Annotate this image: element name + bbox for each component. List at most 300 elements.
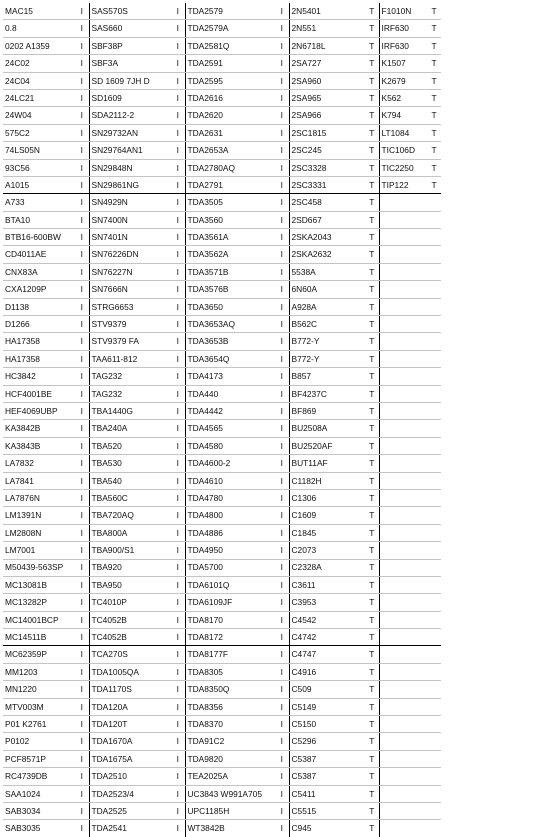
part-number-cell: SN4929N (89, 194, 171, 211)
table-row (3, 420, 441, 437)
type-flag-cell: I (75, 437, 89, 454)
part-number-cell: TDA8305 (185, 663, 275, 680)
type-flag-cell (427, 507, 441, 524)
part-number-cell: STRG6653 (89, 298, 171, 315)
type-flag-cell: I (171, 629, 185, 646)
part-number-cell (379, 420, 427, 437)
part-number-cell: K2679 (379, 72, 427, 89)
table-row (3, 20, 441, 37)
part-number-cell: 2N5401 (289, 3, 365, 20)
type-flag-cell: I (275, 489, 289, 506)
part-number-cell: TDA8177F (185, 646, 275, 663)
part-number-cell: TBA920 (89, 559, 171, 576)
part-number-cell: TEA2025A (185, 768, 275, 785)
type-flag-cell: I (275, 524, 289, 541)
type-flag-cell: I (275, 802, 289, 819)
type-flag-cell: T (365, 37, 379, 54)
type-flag-cell: I (75, 37, 89, 54)
type-flag-cell: I (275, 663, 289, 680)
part-number-cell: BTA10 (3, 211, 75, 228)
part-number-cell: KA3843B (3, 437, 75, 454)
type-flag-cell: I (75, 298, 89, 315)
type-flag-cell: T (427, 89, 441, 106)
type-flag-cell: I (171, 211, 185, 228)
part-number-cell: TDA3576B (185, 281, 275, 298)
part-number-cell: 24C04 (3, 72, 75, 89)
type-flag-cell: I (171, 385, 185, 402)
part-number-cell: HEF4069UBP (3, 402, 75, 419)
type-flag-cell: T (365, 646, 379, 663)
part-number-cell: STV9379 (89, 316, 171, 333)
part-number-cell: TDA8170 (185, 611, 275, 628)
part-number-cell (379, 646, 427, 663)
type-flag-cell: I (171, 298, 185, 315)
type-flag-cell: I (171, 420, 185, 437)
type-flag-cell: T (427, 159, 441, 176)
part-number-cell: TDA4610 (185, 472, 275, 489)
part-number-cell: K794 (379, 107, 427, 124)
type-flag-cell: T (365, 820, 379, 837)
type-flag-cell: I (275, 507, 289, 524)
type-flag-cell: T (427, 176, 441, 193)
table-row (3, 37, 441, 54)
part-number-cell: TDA120T (89, 716, 171, 733)
part-number-cell: 2SA960 (289, 72, 365, 89)
table-row (3, 211, 441, 228)
type-flag-cell: I (275, 629, 289, 646)
type-flag-cell: I (275, 455, 289, 472)
part-number-cell: TDA2780AQ (185, 159, 275, 176)
type-flag-cell: I (75, 350, 89, 367)
part-number-cell: TDA1005QA (89, 663, 171, 680)
type-flag-cell: I (171, 176, 185, 193)
type-flag-cell: I (75, 594, 89, 611)
type-flag-cell (427, 472, 441, 489)
part-number-cell (379, 594, 427, 611)
type-flag-cell: I (171, 350, 185, 367)
table-row (3, 316, 441, 333)
part-number-cell: CD4011AE (3, 246, 75, 263)
table-row (3, 159, 441, 176)
part-number-cell: C4747 (289, 646, 365, 663)
type-flag-cell: I (171, 20, 185, 37)
part-number-cell: HC3842 (3, 368, 75, 385)
type-flag-cell: T (365, 246, 379, 263)
type-flag-cell: I (171, 37, 185, 54)
type-flag-cell (427, 350, 441, 367)
part-number-cell: IRF630 (379, 37, 427, 54)
type-flag-cell: I (75, 698, 89, 715)
type-flag-cell: T (365, 750, 379, 767)
part-number-cell: TDA4442 (185, 402, 275, 419)
part-number-cell: 2SC1815 (289, 124, 365, 141)
part-number-cell: P01 K2761 (3, 716, 75, 733)
type-flag-cell: T (365, 576, 379, 593)
type-flag-cell: I (275, 316, 289, 333)
type-flag-cell (427, 542, 441, 559)
part-number-cell: CXA1209P (3, 281, 75, 298)
type-flag-cell: I (171, 55, 185, 72)
table-row (3, 698, 441, 715)
type-flag-cell: I (75, 802, 89, 819)
type-flag-cell: T (365, 159, 379, 176)
part-number-cell (379, 507, 427, 524)
part-number-cell: 6N60A (289, 281, 365, 298)
part-number-cell: TIC2250 (379, 159, 427, 176)
part-number-cell (379, 681, 427, 698)
type-flag-cell (427, 385, 441, 402)
type-flag-cell: I (275, 246, 289, 263)
type-flag-cell (427, 733, 441, 750)
table-row (3, 3, 441, 20)
type-flag-cell: I (275, 333, 289, 350)
part-number-cell (379, 350, 427, 367)
type-flag-cell: I (75, 176, 89, 193)
part-number-cell: TDA2581Q (185, 37, 275, 54)
part-number-cell: TDA2523/4 (89, 785, 171, 802)
type-flag-cell (427, 768, 441, 785)
part-number-cell: TDA6109JF (185, 594, 275, 611)
type-flag-cell: T (365, 350, 379, 367)
type-flag-cell: T (365, 542, 379, 559)
type-flag-cell: T (365, 524, 379, 541)
part-number-cell (379, 333, 427, 350)
type-flag-cell: I (275, 55, 289, 72)
part-number-cell: C1306 (289, 489, 365, 506)
type-flag-cell: T (365, 507, 379, 524)
part-number-cell: 2SC3328 (289, 159, 365, 176)
type-flag-cell: I (275, 124, 289, 141)
part-number-cell: SAB3034 (3, 802, 75, 819)
type-flag-cell: T (365, 611, 379, 628)
part-number-cell (379, 385, 427, 402)
type-flag-cell: I (75, 646, 89, 663)
part-number-cell: CNX83A (3, 263, 75, 280)
type-flag-cell: T (365, 472, 379, 489)
table-row (3, 333, 441, 350)
type-flag-cell: I (275, 3, 289, 20)
type-flag-cell: T (427, 55, 441, 72)
type-flag-cell: T (365, 124, 379, 141)
part-number-cell: TCA270S (89, 646, 171, 663)
type-flag-cell: I (275, 298, 289, 315)
part-number-cell: TBA530 (89, 455, 171, 472)
type-flag-cell: I (75, 681, 89, 698)
part-number-cell (379, 368, 427, 385)
part-number-cell: TBA1440G (89, 402, 171, 419)
table-row (3, 750, 441, 767)
part-number-cell (379, 785, 427, 802)
type-flag-cell: I (275, 594, 289, 611)
table-row (3, 246, 441, 263)
table-row (3, 402, 441, 419)
part-number-cell: TDA4800 (185, 507, 275, 524)
type-flag-cell: I (171, 368, 185, 385)
type-flag-cell: I (275, 681, 289, 698)
type-flag-cell (427, 681, 441, 698)
part-number-cell: TDA8350Q (185, 681, 275, 698)
table-row (3, 594, 441, 611)
type-flag-cell: I (171, 716, 185, 733)
part-number-cell: SDA2112-2 (89, 107, 171, 124)
type-flag-cell (427, 750, 441, 767)
type-flag-cell: I (75, 229, 89, 246)
type-flag-cell (427, 281, 441, 298)
table-row (3, 142, 441, 159)
part-number-cell: 2SKA2632 (289, 246, 365, 263)
part-number-cell: 2N6718L (289, 37, 365, 54)
type-flag-cell: I (171, 316, 185, 333)
type-flag-cell: T (365, 107, 379, 124)
part-number-cell: STV9379 FA (89, 333, 171, 350)
part-number-cell: TAA611-812 (89, 350, 171, 367)
part-number-cell: TDA3562A (185, 246, 275, 263)
part-number-cell: TDA4600-2 (185, 455, 275, 472)
table-row (3, 455, 441, 472)
part-number-cell: TDA1670A (89, 733, 171, 750)
type-flag-cell: T (365, 229, 379, 246)
table-row (3, 385, 441, 402)
type-flag-cell: I (171, 785, 185, 802)
type-flag-cell (427, 698, 441, 715)
part-number-cell: C2073 (289, 542, 365, 559)
part-number-cell: TBA520 (89, 437, 171, 454)
table-row (3, 124, 441, 141)
type-flag-cell: T (365, 437, 379, 454)
type-flag-cell: I (75, 124, 89, 141)
part-number-cell (379, 629, 427, 646)
part-number-cell: TDA1170S (89, 681, 171, 698)
part-number-cell: TDA2791 (185, 176, 275, 193)
part-number-cell: TDA3654Q (185, 350, 275, 367)
type-flag-cell: I (275, 646, 289, 663)
table-row (3, 507, 441, 524)
type-flag-cell: T (365, 316, 379, 333)
part-number-cell: 2SD667 (289, 211, 365, 228)
type-flag-cell: I (171, 402, 185, 419)
part-number-cell: TBA800A (89, 524, 171, 541)
part-number-cell: MC13282P (3, 594, 75, 611)
type-flag-cell: T (365, 55, 379, 72)
type-flag-cell (427, 820, 441, 837)
type-flag-cell (427, 263, 441, 280)
part-number-cell: TDA91C2 (185, 733, 275, 750)
part-number-cell: LA7876N (3, 489, 75, 506)
type-flag-cell (427, 802, 441, 819)
type-flag-cell: I (275, 107, 289, 124)
type-flag-cell: I (171, 333, 185, 350)
part-number-cell: 5538A (289, 263, 365, 280)
type-flag-cell: I (75, 507, 89, 524)
part-number-cell (379, 716, 427, 733)
part-number-cell: SAA1024 (3, 785, 75, 802)
part-number-cell: SN7666N (89, 281, 171, 298)
part-number-cell: C5150 (289, 716, 365, 733)
part-number-cell: SN29732AN (89, 124, 171, 141)
part-number-cell: B857 (289, 368, 365, 385)
type-flag-cell: I (171, 768, 185, 785)
type-flag-cell: I (275, 72, 289, 89)
part-number-cell: TDA3653AQ (185, 316, 275, 333)
part-number-cell: TDA2525 (89, 802, 171, 819)
part-number-cell: HA17358 (3, 333, 75, 350)
part-number-cell: SN29861NG (89, 176, 171, 193)
part-number-cell (379, 542, 427, 559)
part-number-cell (379, 402, 427, 419)
table-row (3, 646, 441, 663)
part-number-cell: MAC15 (3, 3, 75, 20)
part-number-cell: TBA560C (89, 489, 171, 506)
part-number-cell: TDA2579A (185, 20, 275, 37)
part-number-cell (379, 472, 427, 489)
part-number-cell: WT3842B (185, 820, 275, 837)
type-flag-cell: T (427, 142, 441, 159)
type-flag-cell: I (275, 89, 289, 106)
type-flag-cell: I (75, 316, 89, 333)
table-row (3, 350, 441, 367)
type-flag-cell: I (171, 646, 185, 663)
part-number-cell: BUT11AF (289, 455, 365, 472)
part-number-cell: SN7401N (89, 229, 171, 246)
table-row (3, 281, 441, 298)
type-flag-cell (427, 420, 441, 437)
part-number-cell: 0202 A1359 (3, 37, 75, 54)
part-number-cell (379, 263, 427, 280)
part-number-cell: BU2520AF (289, 437, 365, 454)
type-flag-cell: I (275, 785, 289, 802)
part-number-cell: TC4052B (89, 629, 171, 646)
type-flag-cell: I (171, 281, 185, 298)
part-number-cell: TDA1675A (89, 750, 171, 767)
part-number-cell: TDA2541 (89, 820, 171, 837)
part-number-cell: TBA720AQ (89, 507, 171, 524)
type-flag-cell (427, 402, 441, 419)
type-flag-cell: I (75, 524, 89, 541)
type-flag-cell: I (275, 472, 289, 489)
table-row (3, 368, 441, 385)
type-flag-cell: T (365, 176, 379, 193)
part-number-cell: C5387 (289, 750, 365, 767)
type-flag-cell: I (171, 107, 185, 124)
part-number-cell: TDA2510 (89, 768, 171, 785)
part-number-cell: UC3843 W991A705 (185, 785, 275, 802)
type-flag-cell: I (275, 229, 289, 246)
part-number-cell: P0102 (3, 733, 75, 750)
part-number-cell (379, 211, 427, 228)
part-number-cell (379, 768, 427, 785)
type-flag-cell (427, 229, 441, 246)
type-flag-cell: I (171, 524, 185, 541)
part-number-cell: TDA3653B (185, 333, 275, 350)
table-row (3, 194, 441, 211)
type-flag-cell: I (275, 281, 289, 298)
table-row (3, 820, 441, 837)
table-row (3, 611, 441, 628)
part-number-cell: SN29764AN1 (89, 142, 171, 159)
part-number-cell: TDA6101Q (185, 576, 275, 593)
part-number-cell: RC4739DB (3, 768, 75, 785)
part-number-cell: C1845 (289, 524, 365, 541)
type-flag-cell: T (365, 489, 379, 506)
table-row (3, 681, 441, 698)
part-number-cell: TIC106D (379, 142, 427, 159)
type-flag-cell: I (171, 159, 185, 176)
type-flag-cell (427, 489, 441, 506)
type-flag-cell: I (75, 420, 89, 437)
type-flag-cell: I (75, 89, 89, 106)
type-flag-cell: I (75, 542, 89, 559)
type-flag-cell: I (171, 72, 185, 89)
part-number-cell: TIP122 (379, 176, 427, 193)
type-flag-cell (427, 646, 441, 663)
type-flag-cell (427, 298, 441, 315)
type-flag-cell: T (365, 142, 379, 159)
type-flag-cell: I (275, 20, 289, 37)
part-number-cell: TDA4780 (185, 489, 275, 506)
part-number-cell: MC62359P (3, 646, 75, 663)
part-number-cell (379, 733, 427, 750)
table-row (3, 263, 441, 280)
type-flag-cell: I (275, 420, 289, 437)
type-flag-cell (427, 559, 441, 576)
type-flag-cell: T (427, 20, 441, 37)
part-number-cell: MC13081B (3, 576, 75, 593)
type-flag-cell: I (171, 246, 185, 263)
part-number-cell: HA17358 (3, 350, 75, 367)
type-flag-cell: I (171, 698, 185, 715)
type-flag-cell: I (275, 211, 289, 228)
part-number-cell: B772-Y (289, 333, 365, 350)
type-flag-cell: I (75, 333, 89, 350)
part-number-cell: 2SA727 (289, 55, 365, 72)
type-flag-cell: I (75, 611, 89, 628)
part-number-cell: C509 (289, 681, 365, 698)
part-number-cell: B772-Y (289, 350, 365, 367)
type-flag-cell: I (171, 472, 185, 489)
part-number-cell: SN76226DN (89, 246, 171, 263)
part-number-cell: 93C56 (3, 159, 75, 176)
part-number-cell: SN29848N (89, 159, 171, 176)
table-row (3, 716, 441, 733)
type-flag-cell: I (75, 576, 89, 593)
type-flag-cell: I (75, 20, 89, 37)
part-number-cell: D1266 (3, 316, 75, 333)
part-number-cell: TDA2591 (185, 55, 275, 72)
type-flag-cell: I (75, 107, 89, 124)
part-number-cell: SN7400N (89, 211, 171, 228)
part-number-cell: TDA4886 (185, 524, 275, 541)
type-flag-cell: I (75, 455, 89, 472)
part-number-cell: 2N551 (289, 20, 365, 37)
part-number-cell: TDA9820 (185, 750, 275, 767)
type-flag-cell: T (427, 3, 441, 20)
part-number-cell: TDA3560 (185, 211, 275, 228)
type-flag-cell: I (75, 142, 89, 159)
table-row (3, 72, 441, 89)
type-flag-cell: I (275, 194, 289, 211)
part-number-cell: C5296 (289, 733, 365, 750)
part-number-cell (379, 820, 427, 837)
part-number-cell: 575C2 (3, 124, 75, 141)
type-flag-cell: T (427, 72, 441, 89)
type-flag-cell: I (171, 89, 185, 106)
type-flag-cell: I (75, 768, 89, 785)
part-number-cell: K562 (379, 89, 427, 106)
part-number-cell: MN1220 (3, 681, 75, 698)
part-number-cell: 0.8 (3, 20, 75, 37)
type-flag-cell (427, 576, 441, 593)
type-flag-cell (427, 437, 441, 454)
